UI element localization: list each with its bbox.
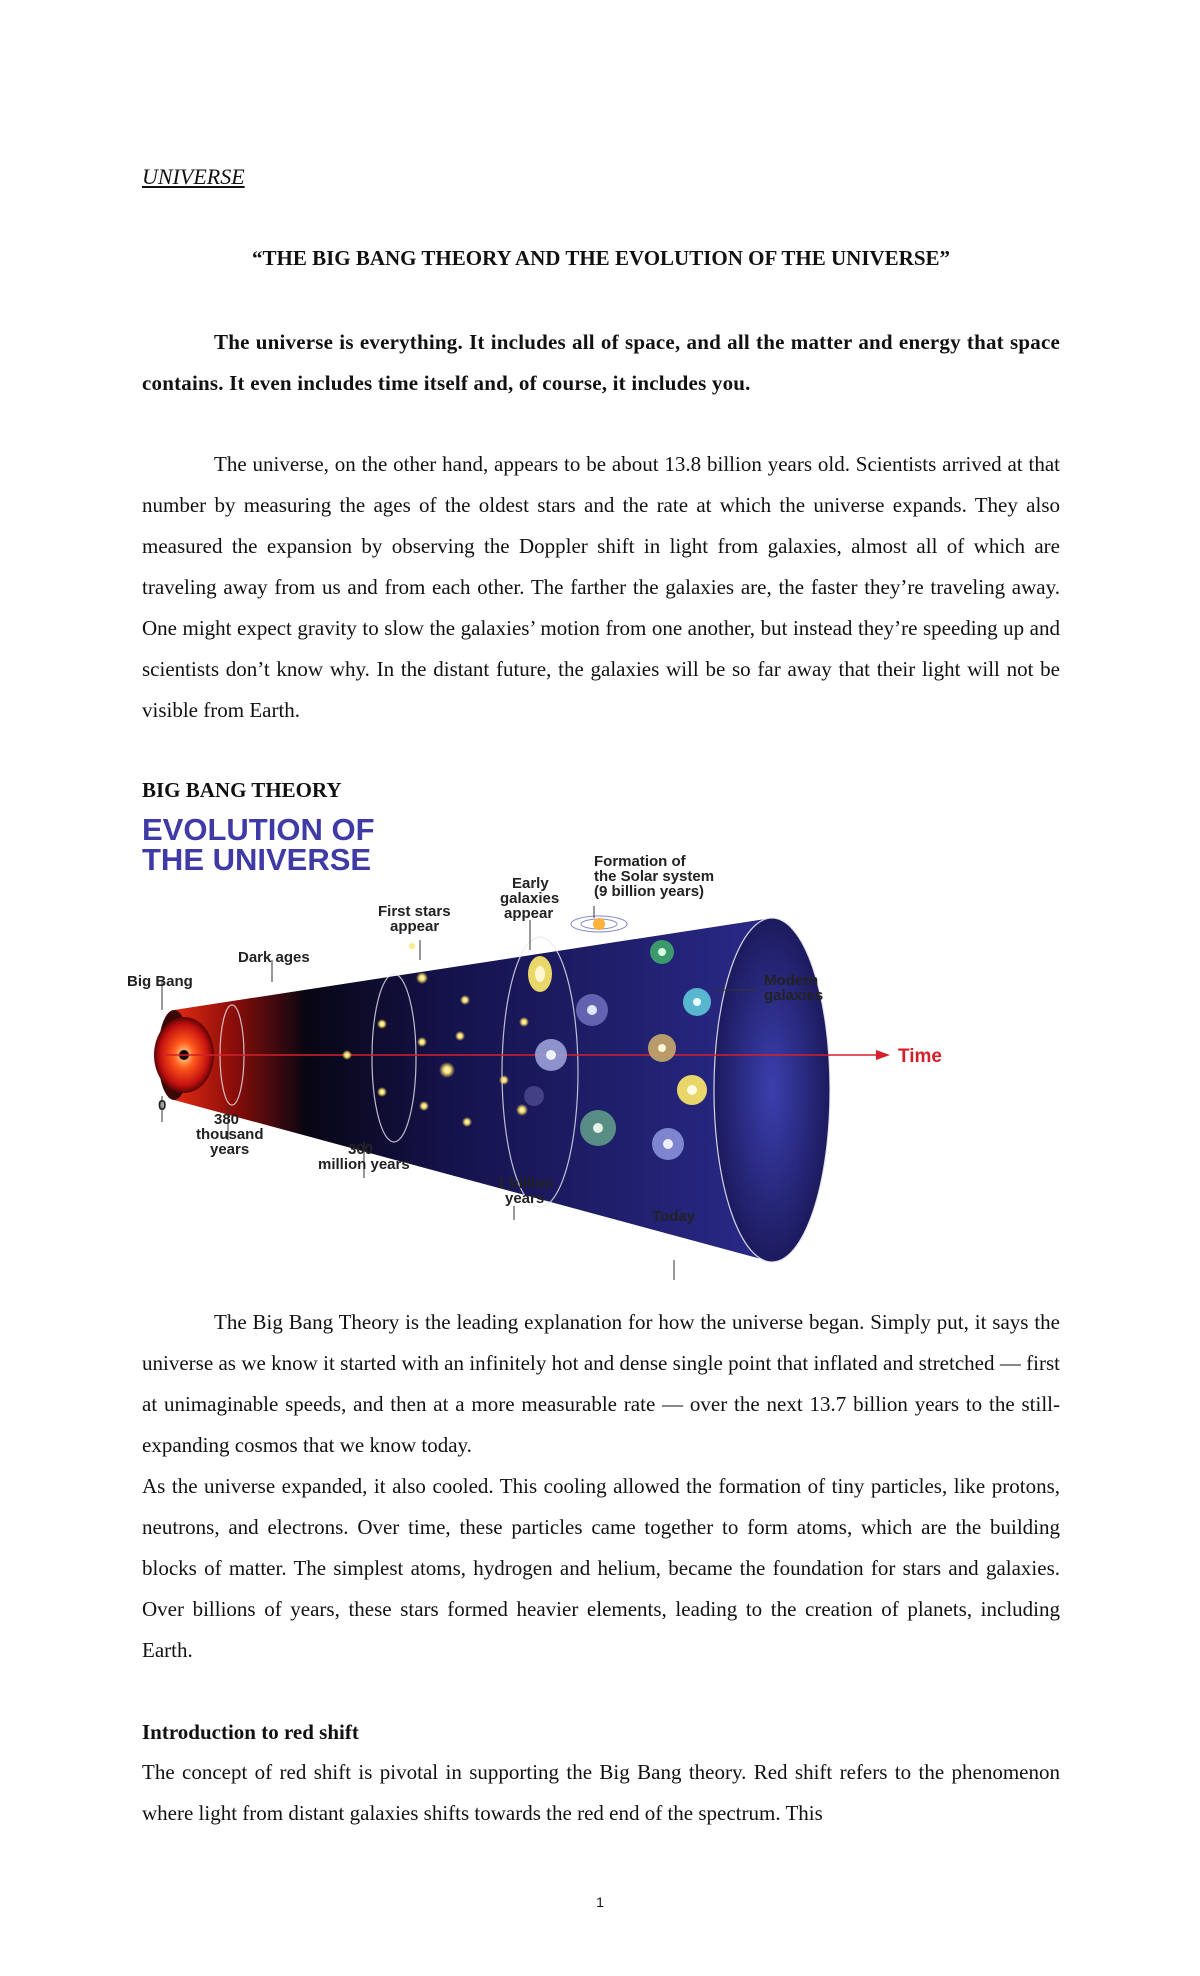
label-first-stars-1: First stars <box>378 903 451 920</box>
label-modern-2: galaxies <box>764 987 824 1004</box>
solar-system-icon <box>571 916 627 932</box>
tick-today: Today <box>652 1208 696 1225</box>
age-paragraph: The universe, on the other hand, appears to be about 13.8 billion years old. Scientists arrived at that number by measuring the ages of the oldest stars and the rate at which the universe expands. They also measured the expansion by observing the Doppler shift in light from galaxies, almost all of which are traveling away from us and from each other. The farther the galaxies are, the faster they’re traveling away. One might expect gravity to slow the galaxies’ motion from one another, but instead they’re speeding up and scientists don’t know why. In the distant future, the galaxies will be so far away that their light will not be visible from Earth. <box>142 452 1060 722</box>
label-big-bang: Big Bang <box>127 973 193 990</box>
cone-cap <box>714 918 830 1262</box>
tick-1b-2: years <box>505 1190 545 1207</box>
figure-title-line1: EVOLUTION OF <box>142 812 375 847</box>
tick-380-3: years <box>210 1141 250 1158</box>
red-shift-paragraph: The concept of red shift is pivotal in supporting the Big Bang theory. Red shift refers to the phenomenon where light from distant galaxies shifts towards the red end of the spectrum. This <box>142 1760 1060 1825</box>
tick-300-1: 300 <box>348 1141 374 1158</box>
big-bang-paragraph-2: As the universe expanded, it also cooled. This cooling allowed the formation of tiny particles, like protons, neutrons, and electrons. Over time, these particles came together to form atoms, which are the building blocks of matter. The simplest atoms, hydrogen and helium, became the foundation for stars and galaxies. Over billions of years, these stars formed heavier elements, leading to the creation of planets, including Earth. <box>142 1474 1060 1662</box>
label-dark-ages: Dark ages <box>238 949 310 966</box>
label-solar-1: Formation of <box>594 853 686 870</box>
intro-paragraph: The universe is everything. It includes all of space, and all the matter and energy that space contains. It even includes time itself and, of course, it includes you. <box>142 330 1060 395</box>
tick-1b-1: 1 billion <box>497 1175 554 1192</box>
time-label: Time <box>898 1046 943 1067</box>
tick-380-1: 380 <box>214 1111 240 1128</box>
tick-380-2: thousand <box>196 1126 264 1143</box>
tick-0: 0 <box>158 1097 167 1114</box>
section-heading-big-bang: BIG BANG THEORY <box>142 778 342 802</box>
section-label: UNIVERSE <box>142 164 245 189</box>
evolution-of-universe-figure <box>127 810 943 1295</box>
label-early-gal-1: Early <box>512 875 549 892</box>
section-heading-red-shift: Introduction to red shift <box>142 1720 359 1744</box>
label-modern-1: Modern <box>764 972 819 989</box>
figure-title-line2: THE UNIVERSE <box>142 842 372 877</box>
label-early-gal-3: appear <box>504 905 554 922</box>
page-number: 1 <box>596 1894 604 1910</box>
document-title: “THE BIG BANG THEORY AND THE EVOLUTION OF THE UNIVERSE” <box>251 246 951 270</box>
big-bang-paragraph-1: The Big Bang Theory is the leading explanation for how the universe began. Simply put, it says the universe as we know it started with an infinitely hot and dense single point that inflated and stretched — first at unimaginable speeds, and then at a more measurable rate — over the next 13.7 billion years to the still-expanding cosmos that we know today. <box>142 1310 1060 1457</box>
label-solar-3: (9 billion years) <box>594 883 705 900</box>
label-early-gal-2: galaxies <box>500 890 560 907</box>
time-arrow-head <box>876 1050 890 1060</box>
label-solar-2: the Solar system <box>594 868 715 885</box>
label-first-stars-2: appear <box>390 918 440 935</box>
tick-300-2: million years <box>318 1156 410 1173</box>
